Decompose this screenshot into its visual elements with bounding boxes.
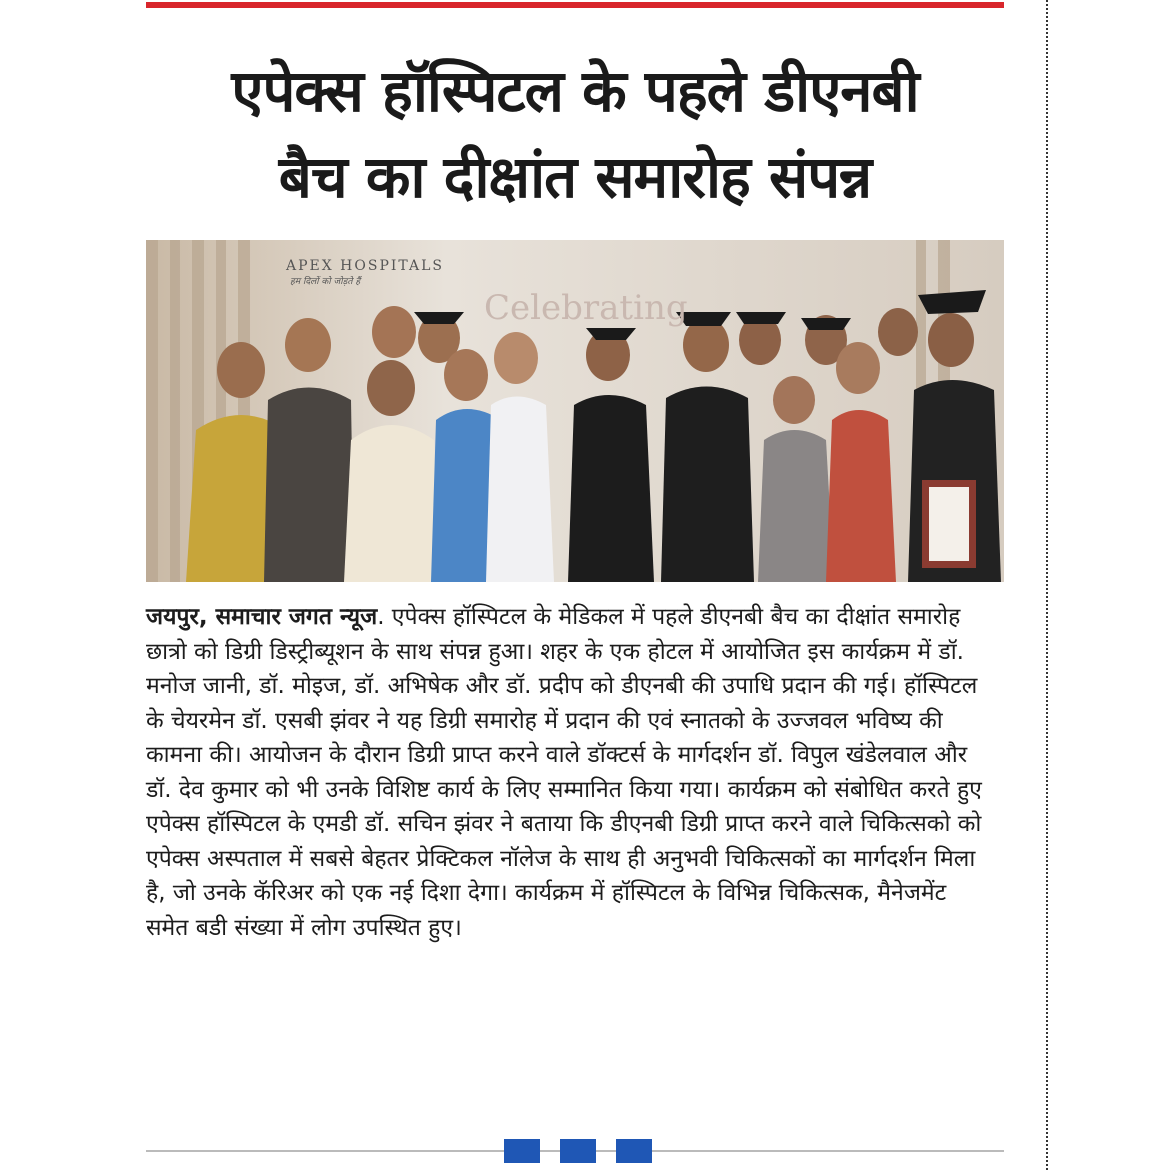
article-body-text: . एपेक्स हॉस्पिटल के मेडिकल में पहले डीएनबी बैच का दीक्षांत समारोह छात्रो को डिग्री डिस्ट्रीब्यूशन के साथ संपन्न हुआ। शहर के एक होटल में आयोजित इस कार्यक्रम में डॉ. मनोज जानी, डॉ. मोइज, डॉ. अभिषेक और डॉ. प्रदीप को डीएनबी की उपाधि प्रदान की गई। हॉस्पिटल के चेयरमेन डॉ. एसबी झंवर ने यह डिग्री समारोह में प्रदान की एवं स्नातको के उज्जवल भविष्य की कामना की। आयोजन के दौरान डिग्री प्राप्त करने वाले डॉक्टर्स के मार्गदर्शन डॉ. विपुल खंडेलवाल और डॉ. देव कुमार को भी उनके विशिष्ट कार्य के लिए सम्मानित किया गया। कार्यक्रम को संबोधित करते हुए एपेक्स हॉस्पिटल के एमडी डॉ. सचिन झंवर ने बताया कि डीएनबी डिग्री प्राप्त करने वाले चिकित्सको को एपेक्स अस्पताल में सबसे बेहतर प्रेक्टिकल नॉलेज के साथ ही अनुभवी चिकित्सकों का मार्गदर्शन मिला है, जो उनके कॅरिअर को एक नई दिशा देगा। कार्यक्रम में हॉस्पिटल के विभिन्न चिकित्सक, मैनेजमेंट समेत बडी संख्या में लोग उपस्थित हुए। bbox=[146, 604, 982, 941]
group-photo bbox=[146, 240, 1004, 582]
deco-square bbox=[504, 1139, 540, 1163]
dateline: जयपुर, समाचार जगत न्यूज bbox=[146, 604, 378, 630]
logo-name: APEX HOSPITALS bbox=[286, 258, 444, 274]
headline bbox=[146, 48, 1004, 220]
deco-square bbox=[560, 1139, 596, 1163]
apex-hospitals-logo bbox=[286, 258, 444, 287]
headline-line-2: बैच का दीक्षांत समारोह संपन्न bbox=[278, 143, 872, 211]
column-divider bbox=[1046, 0, 1048, 1170]
top-red-rule bbox=[146, 2, 1004, 8]
headline-line-1: एपेक्स हॉस्पिटल के पहले डीएनबी bbox=[231, 57, 919, 125]
deco-square bbox=[616, 1139, 652, 1163]
article-body bbox=[146, 600, 986, 945]
logo-tagline: हम दिलों को जोड़ते हैं bbox=[290, 277, 361, 287]
celebrating-banner: Celebrating bbox=[484, 288, 688, 328]
